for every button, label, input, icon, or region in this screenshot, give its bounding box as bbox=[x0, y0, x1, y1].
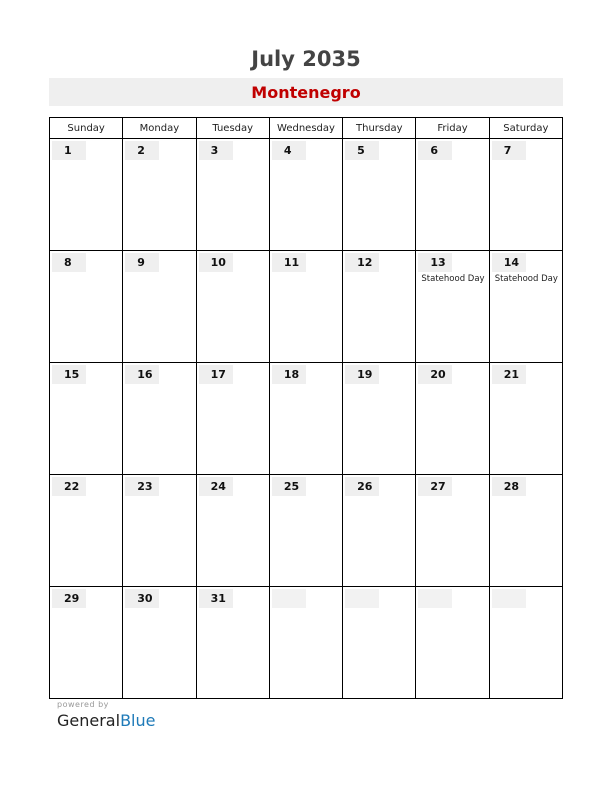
weekday-header: Wednesday bbox=[269, 118, 342, 139]
week-row bbox=[50, 475, 563, 587]
day-number: 3 bbox=[199, 141, 233, 160]
day-cell bbox=[50, 139, 123, 251]
day-cell bbox=[196, 251, 269, 363]
empty-day-marker bbox=[492, 589, 526, 608]
day-number: 27 bbox=[418, 477, 452, 496]
day-cell bbox=[123, 139, 196, 251]
day-cell bbox=[269, 251, 342, 363]
day-number: 26 bbox=[345, 477, 379, 496]
day-number: 17 bbox=[199, 365, 233, 384]
day-cell bbox=[123, 363, 196, 475]
day-cell bbox=[489, 363, 562, 475]
day-number: 7 bbox=[492, 141, 526, 160]
day-cell bbox=[416, 475, 489, 587]
day-cell bbox=[196, 363, 269, 475]
day-number: 22 bbox=[52, 477, 86, 496]
country-name: Montenegro bbox=[251, 83, 361, 102]
day-cell bbox=[269, 587, 342, 699]
powered-by-label: powered by bbox=[57, 700, 109, 709]
day-cell bbox=[343, 363, 416, 475]
empty-day-marker bbox=[418, 589, 452, 608]
week-row bbox=[50, 251, 563, 363]
day-cell bbox=[416, 363, 489, 475]
day-cell bbox=[343, 251, 416, 363]
day-number: 11 bbox=[272, 253, 306, 272]
day-cell bbox=[489, 587, 562, 699]
weekday-header: Saturday bbox=[489, 118, 562, 139]
day-cell bbox=[123, 587, 196, 699]
day-number: 5 bbox=[345, 141, 379, 160]
weekday-header: Tuesday bbox=[196, 118, 269, 139]
day-cell bbox=[416, 251, 489, 363]
day-cell bbox=[50, 475, 123, 587]
weekday-header: Friday bbox=[416, 118, 489, 139]
day-cell bbox=[489, 475, 562, 587]
week-row bbox=[50, 363, 563, 475]
day-number: 29 bbox=[52, 589, 86, 608]
week-row bbox=[50, 587, 563, 699]
day-number: 21 bbox=[492, 365, 526, 384]
day-cell bbox=[489, 251, 562, 363]
day-cell bbox=[196, 139, 269, 251]
generalblue-logo bbox=[57, 711, 155, 730]
day-number: 15 bbox=[52, 365, 86, 384]
day-cell bbox=[196, 587, 269, 699]
country-banner bbox=[49, 78, 563, 106]
weekday-header-row bbox=[50, 118, 563, 139]
day-cell bbox=[489, 139, 562, 251]
day-number: 18 bbox=[272, 365, 306, 384]
holiday-label: Statehood Day bbox=[494, 274, 558, 284]
day-number: 16 bbox=[125, 365, 159, 384]
day-cell bbox=[269, 475, 342, 587]
logo-blue: Blue bbox=[120, 711, 156, 730]
logo-general: General bbox=[57, 711, 121, 730]
day-number: 25 bbox=[272, 477, 306, 496]
day-number: 24 bbox=[199, 477, 233, 496]
day-number: 10 bbox=[199, 253, 233, 272]
day-number: 19 bbox=[345, 365, 379, 384]
day-cell bbox=[50, 363, 123, 475]
week-row bbox=[50, 139, 563, 251]
calendar-grid bbox=[49, 117, 563, 699]
day-cell bbox=[416, 587, 489, 699]
day-number: 2 bbox=[125, 141, 159, 160]
day-cell bbox=[343, 475, 416, 587]
day-number: 30 bbox=[125, 589, 159, 608]
day-cell bbox=[123, 251, 196, 363]
day-number: 13 bbox=[418, 253, 452, 272]
empty-day-marker bbox=[345, 589, 379, 608]
day-number: 31 bbox=[199, 589, 233, 608]
day-cell bbox=[123, 475, 196, 587]
day-number: 6 bbox=[418, 141, 452, 160]
day-cell bbox=[50, 251, 123, 363]
day-number: 14 bbox=[492, 253, 526, 272]
day-cell bbox=[269, 363, 342, 475]
holiday-label: Statehood Day bbox=[421, 274, 485, 284]
weekday-header: Thursday bbox=[343, 118, 416, 139]
day-cell bbox=[50, 587, 123, 699]
weekday-header: Monday bbox=[123, 118, 196, 139]
powered-by-brand bbox=[57, 700, 155, 730]
day-number: 4 bbox=[272, 141, 306, 160]
day-cell bbox=[269, 139, 342, 251]
calendar-title: July 2035 bbox=[251, 47, 361, 71]
day-number: 1 bbox=[52, 141, 86, 160]
day-cell bbox=[416, 139, 489, 251]
day-number: 23 bbox=[125, 477, 159, 496]
day-number: 12 bbox=[345, 253, 379, 272]
day-number: 9 bbox=[125, 253, 159, 272]
day-cell bbox=[343, 587, 416, 699]
day-number: 8 bbox=[52, 253, 86, 272]
day-number: 20 bbox=[418, 365, 452, 384]
day-cell bbox=[196, 475, 269, 587]
day-cell bbox=[343, 139, 416, 251]
empty-day-marker bbox=[272, 589, 306, 608]
day-number: 28 bbox=[492, 477, 526, 496]
weekday-header: Sunday bbox=[50, 118, 123, 139]
